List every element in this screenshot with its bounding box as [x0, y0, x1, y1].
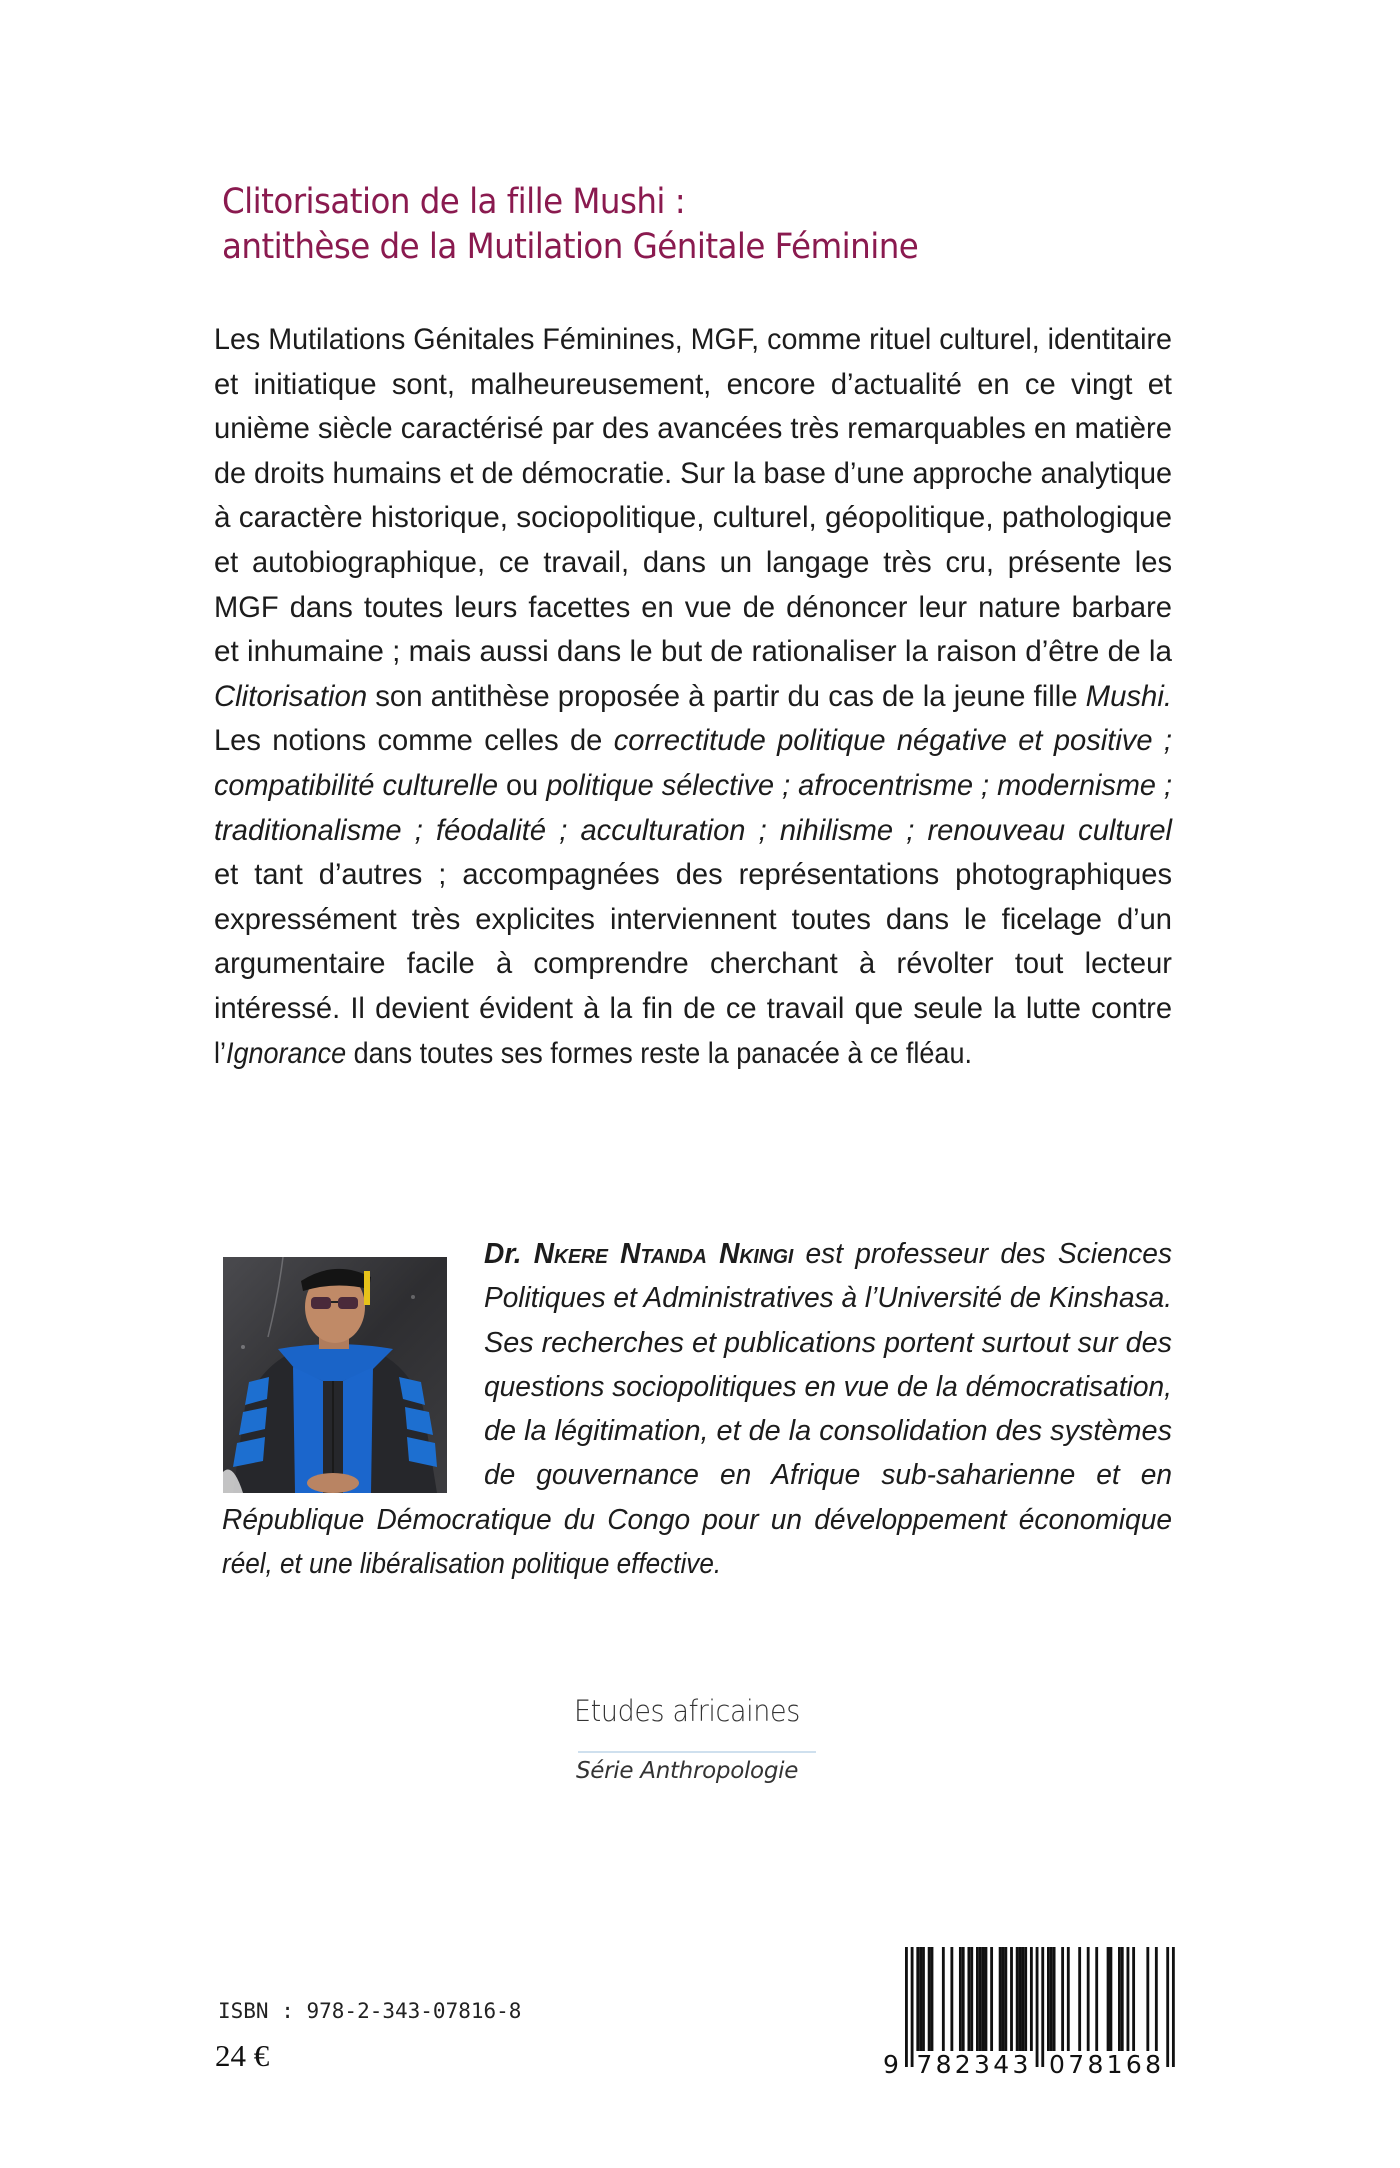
- text-segment: et inhumaine ; mais aussi dans le but de rationaliser la raison d’être de la: [214, 635, 1172, 669]
- text-segment: MGF dans toutes leurs facettes en vue de dénoncer leur nature barbare: [214, 590, 1172, 624]
- text-line: [484, 1232, 1172, 1276]
- text-line: [214, 942, 1172, 987]
- price-label: 24 €: [215, 2038, 270, 2073]
- book-title: [222, 180, 1122, 270]
- text-segment: politique sélective ; afrocentrisme ; modernisme ;: [546, 768, 1172, 802]
- text-line: [214, 764, 1172, 809]
- author-portrait-image: [223, 1257, 447, 1493]
- ean13-barcode: [880, 1944, 1180, 2079]
- text-segment: Politiques et Administratives à l’Université de Kinshasa.: [484, 1282, 1172, 1315]
- barcode-digits-right: 078168: [1049, 2050, 1161, 2079]
- text-line: [214, 809, 1172, 854]
- text-line: [214, 586, 1172, 631]
- author-bio-continuation: [222, 1498, 1172, 1587]
- text-line: [214, 496, 1172, 541]
- text-line: [214, 630, 1172, 675]
- text-segment: Ses recherches et publications portent surtout sur des: [484, 1326, 1172, 1359]
- text-segment: de gouvernance en Afrique sub-saharienne et en: [484, 1459, 1172, 1492]
- text-line: [214, 987, 1172, 1032]
- author-bio-beside-photo: [484, 1232, 1172, 1498]
- text-segment: l’: [214, 1036, 227, 1070]
- text-segment: Les Mutilations Génitales Féminines, MGF, comme rituel culturel, identitaire: [214, 323, 1172, 356]
- text-segment: et initiatique sont, malheureusement, encore d’actualité en ce vingt et: [214, 367, 1172, 401]
- text-segment: correctitude politique négative et positive ;: [613, 724, 1172, 758]
- text-segment: et tant d’autres ; accompagnées des représentations photographiques: [214, 858, 1172, 892]
- text-segment: Mushi.: [1085, 679, 1172, 713]
- text-segment: expressément très explicites interviennent toutes dans le ficelage d’un: [214, 902, 1172, 936]
- isbn-label: ISBN : 978-2-343-07816-8: [218, 1999, 522, 2023]
- text-segment: et autobiographique, ce travail, dans un langage très cru, présente les: [214, 545, 1172, 579]
- text-line: [214, 407, 1172, 452]
- text-segment: son antithèse proposée à partir du cas de la jeune fille: [367, 679, 1086, 713]
- text-line: [214, 1032, 1172, 1077]
- text-segment: intéressé. Il devient évident à la fin de ce travail que seule la lutte contre: [214, 991, 1173, 1025]
- barcode-icon: [880, 1944, 1180, 2079]
- text-line: [214, 541, 1172, 586]
- text-line: [484, 1365, 1172, 1409]
- text-segment: traditionalisme ; féodalité ; acculturation ; nihilisme ; renouveau culturel: [214, 813, 1172, 847]
- author-name: Nkere Ntanda Nkingi: [533, 1238, 794, 1270]
- book-title-line-2: antithèse de la Mutilation Génitale Féminine: [222, 227, 919, 267]
- text-line: [222, 1542, 1172, 1586]
- text-segment: à caractère historique, sociopolitique, culturel, géopolitique, pathologique: [214, 501, 1172, 535]
- text-line: [484, 1409, 1172, 1453]
- text-line: [214, 452, 1172, 497]
- text-line: [214, 853, 1172, 898]
- text-segment: questions sociopolitiques en vue de la démocratisation,: [484, 1370, 1172, 1403]
- series-divider: [578, 1751, 816, 1753]
- subseries-name: Série Anthropologie: [576, 1758, 799, 1784]
- book-summary-paragraph: [214, 318, 1172, 1076]
- book-title-line-1: Clitorisation de la fille Mushi :: [222, 182, 686, 222]
- series-name: Etudes africaines: [574, 1694, 800, 1728]
- text-line: [214, 675, 1172, 720]
- text-line: [214, 318, 1172, 363]
- text-segment: Les notions comme celles de: [214, 724, 614, 758]
- text-segment: unième siècle caractérisé par des avancées très remarquables en matière: [214, 412, 1172, 446]
- barcode-digits-left: 782343: [916, 2050, 1029, 2079]
- barcode-digit-first: 9: [883, 2050, 899, 2079]
- series-block: [574, 1694, 824, 1784]
- text-segment: Ignorance: [226, 1036, 347, 1070]
- text-segment: Clitorisation: [214, 679, 368, 713]
- text-segment: est professeur des Sciences: [793, 1238, 1173, 1270]
- text-segment: de droits humains et de démocratie. Sur la base d’une approche analytique: [214, 456, 1172, 490]
- author-name-prefix: Dr.: [484, 1238, 534, 1270]
- text-line: [222, 1498, 1172, 1542]
- text-line: [214, 898, 1172, 943]
- text-line: [484, 1453, 1172, 1497]
- text-segment: de la légitimation, et de la consolidation des systèmes: [484, 1415, 1172, 1448]
- text-segment: argumentaire facile à comprendre cherchant à révolter tout lecteur: [214, 947, 1172, 981]
- text-line: [484, 1321, 1172, 1365]
- text-segment: compatibilité culturelle: [214, 768, 499, 802]
- author-photo: [223, 1257, 447, 1493]
- text-segment: réel, et une libéralisation politique effective.: [222, 1548, 722, 1581]
- text-line: [214, 363, 1172, 408]
- text-segment: dans toutes ses formes reste la panacée à ce fléau.: [346, 1036, 972, 1070]
- text-line: [214, 719, 1172, 764]
- text-segment: République Démocratique du Congo pour un développement économique: [222, 1504, 1173, 1536]
- text-line: [484, 1276, 1172, 1320]
- text-segment: ou: [498, 768, 547, 802]
